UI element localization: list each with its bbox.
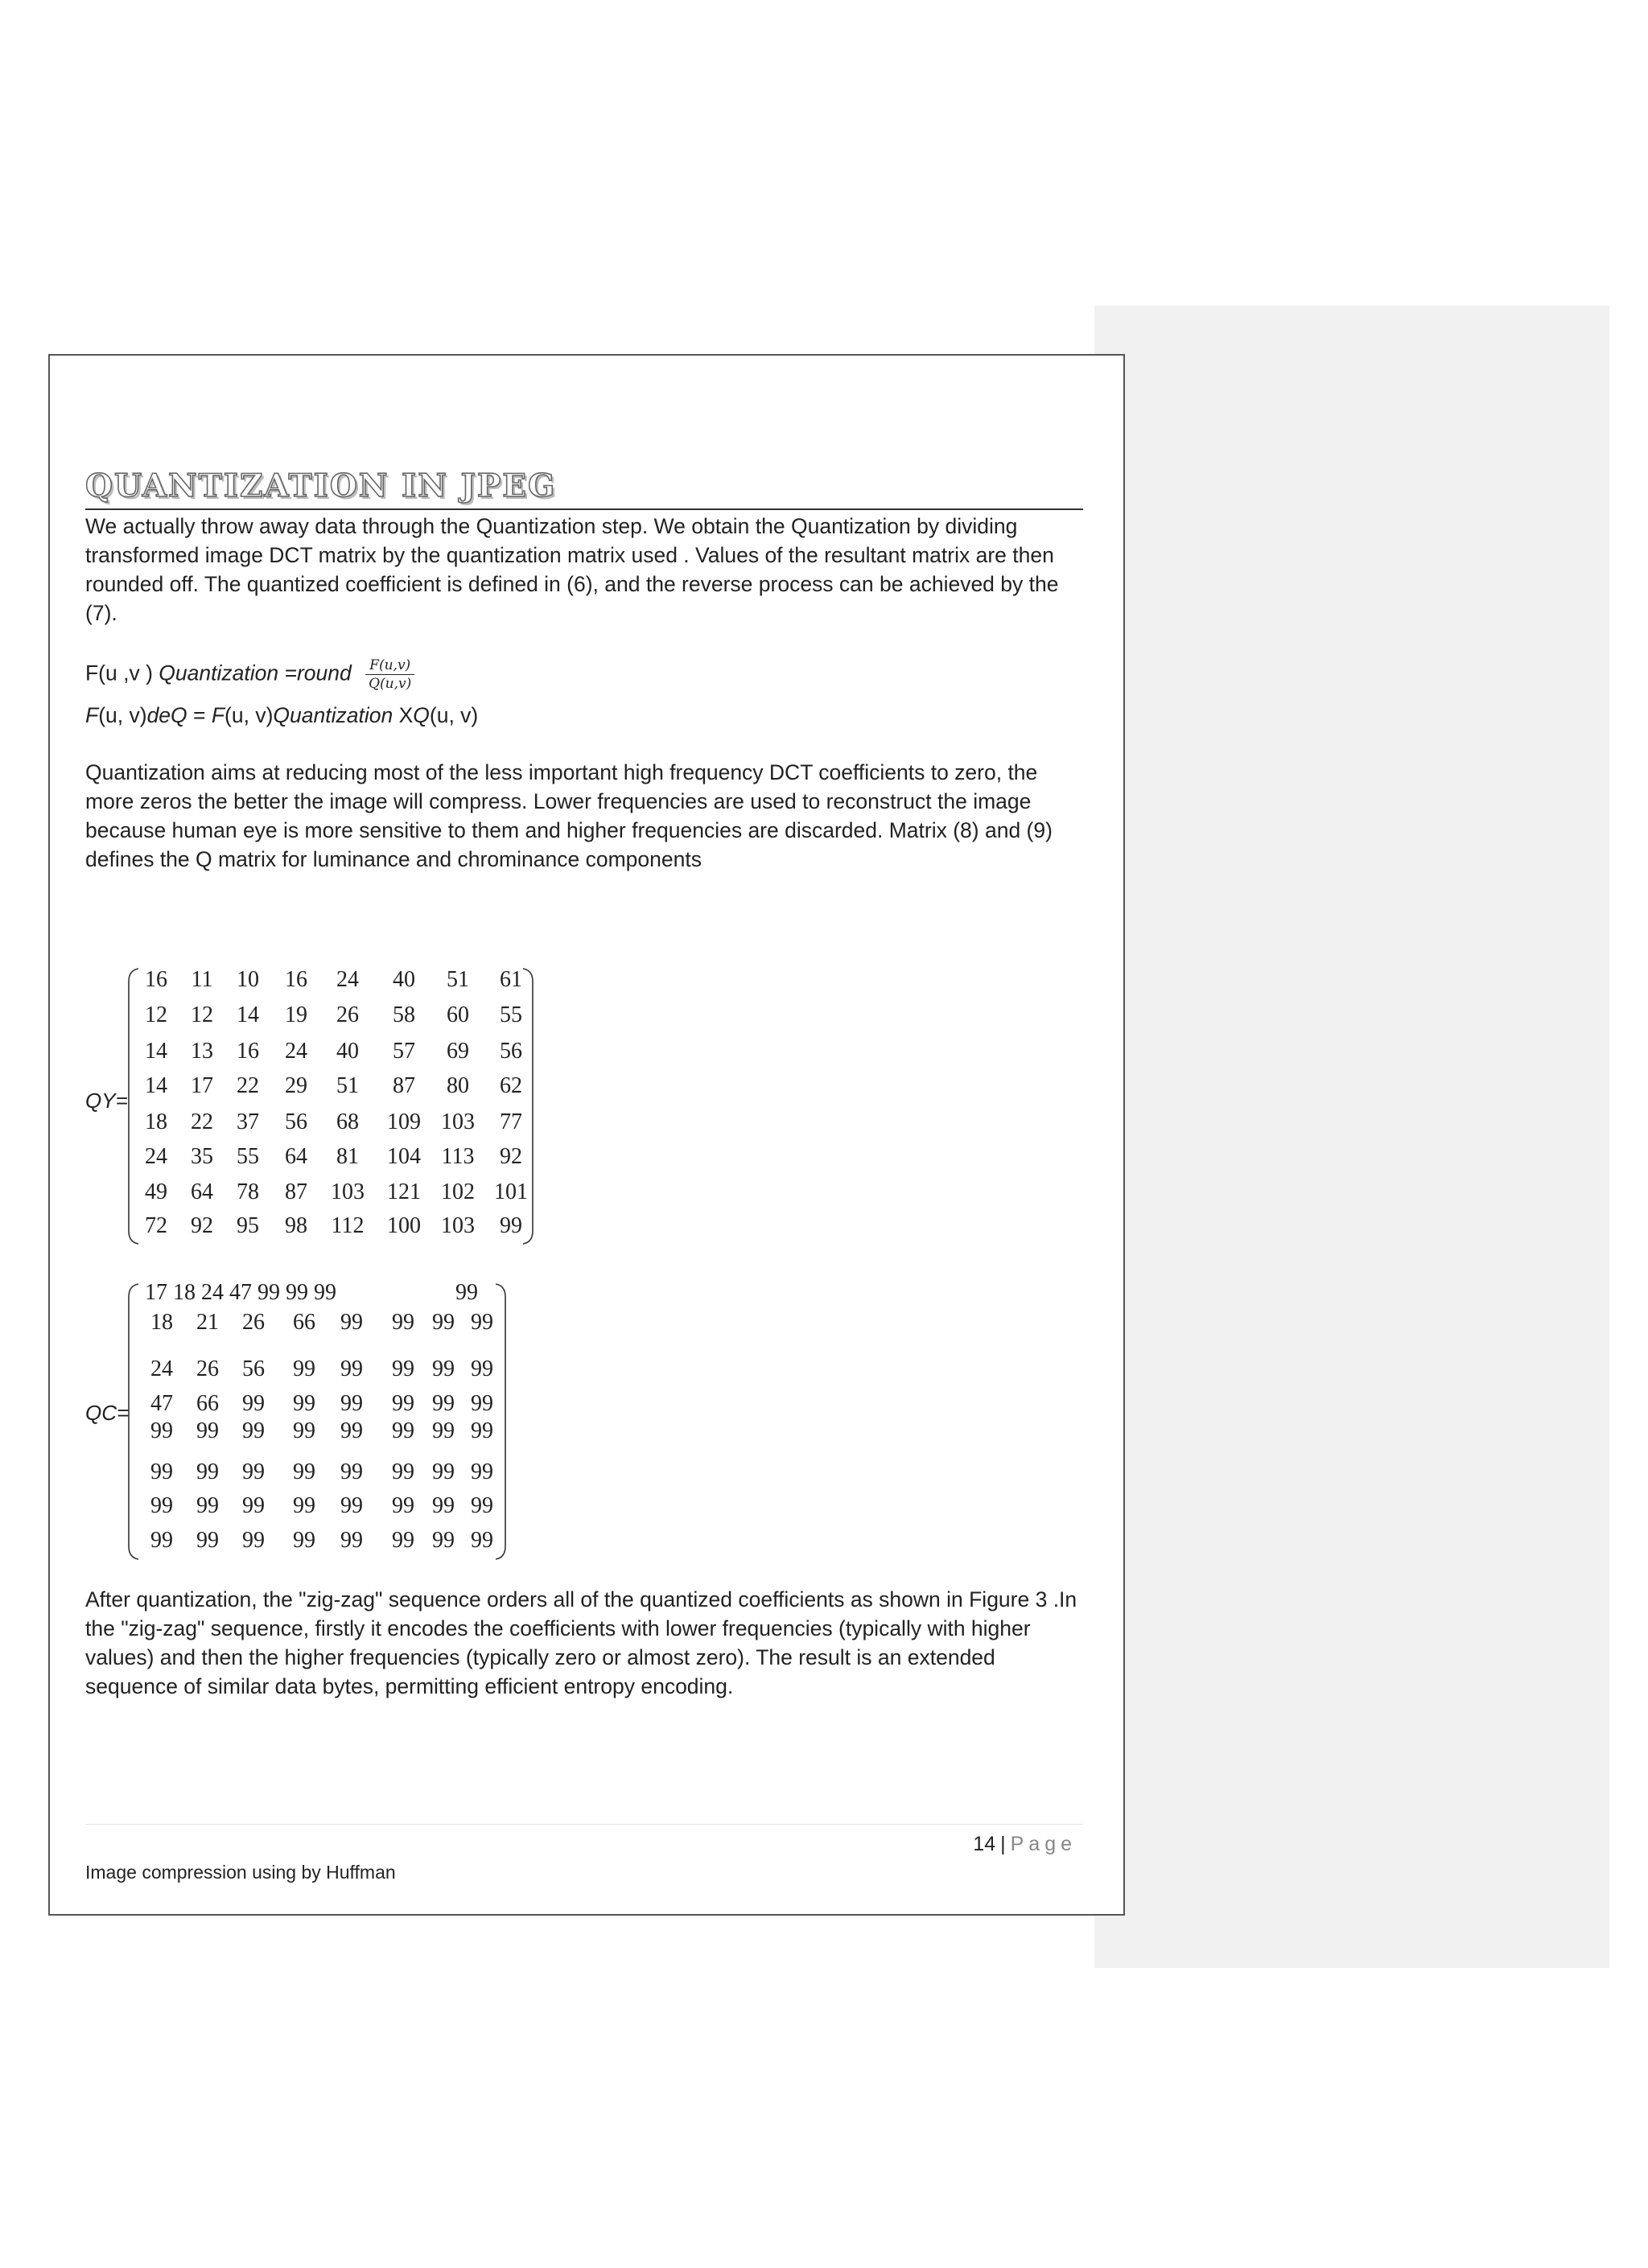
qc-cell-r4-c7: 99 [432,1391,455,1416]
qy-cell-r7-c2: 64 [191,1179,213,1204]
qy-cell-r1-c4: 16 [285,967,307,992]
qc-cell-r4-c4: 99 [293,1391,315,1416]
qc-cell-r7-c1: 99 [150,1493,173,1518]
qy-cell-r7-c7: 102 [441,1179,475,1204]
qy-cell-r3-c6: 57 [393,1039,415,1064]
qc-label: QC= [85,1401,130,1425]
qy-cell-r2-c5: 26 [336,1002,359,1027]
qy-cell-r7-c8: 101 [494,1179,528,1204]
qc-cell-r4-c3: 99 [242,1391,265,1416]
qc-cell-r4-c8: 99 [471,1391,493,1416]
qc-cell-r6-c7: 99 [432,1459,455,1484]
paragraph-quantization-aims: Quantization aims at reducing most of the less important high frequency DCT coefficients to zero, the more zeros the better the image will compress. Lower frequencies are used to reconstruct the image because human eye is more sensitive to them and higher frequencies are discarded. Matrix (8) and (9) defines the Q matrix for luminance and chrominance components [85,760,1053,871]
qc-first-row-last: 99 [455,1280,478,1305]
qy-cell-r6-c8: 92 [500,1144,522,1169]
qy-cell-r6-c5: 81 [336,1144,359,1169]
qy-cell-r7-c3: 78 [237,1179,259,1204]
qy-matrix [121,957,571,1255]
eq2-sub1: deQ [146,703,187,727]
qy-cell-r3-c1: 14 [145,1039,167,1064]
qy-cell-r2-c6: 58 [393,1002,415,1027]
qc-cell-r3-c8: 99 [471,1356,493,1381]
qc-cell-r5-c3: 99 [242,1418,265,1443]
qy-cell-r1-c8: 61 [500,967,522,992]
qy-cell-r7-c1: 49 [145,1179,167,1204]
eq2-f3: Q [413,703,430,727]
qc-cell-r2-c2: 21 [196,1310,219,1335]
eq2-f1: F [85,703,99,727]
qy-cell-r1-c2: 11 [191,967,213,992]
paragraph-intro: We actually throw away data through the Quantization step. We obtain the Quantization by dividing transformed image DCT matrix by the quantization matrix used . Values of the resultant matrix are then rounded off. The quantized coefficient is defined in (6), and the reverse process can be achieved by the (7). [85,514,1059,625]
qc-cell-r3-c5: 99 [340,1356,363,1381]
qy-cell-r2-c8: 55 [500,1002,522,1027]
qy-cell-r1-c5: 24 [336,967,359,992]
qc-cell-r3-c1: 24 [150,1356,173,1381]
qc-cell-r8-c2: 99 [196,1528,219,1553]
qc-cell-r6-c1: 99 [150,1459,173,1484]
qc-right-bracket [496,1284,505,1559]
paragraph-zigzag: After quantization, the "zig-zag" sequence orders all of the quantized coefficients as shown in Figure 3 .In the "zig-zag" sequence, firstly it encodes the coefficients with lower frequencies (typically with higher values) and then the higher frequencies (typically zero or almost zero). The result is an extended sequence of similar data bytes, permitting efficient entropy encoding. [85,1587,1077,1698]
qc-matrix [121,1273,571,1570]
section-heading: QUANTIZATION IN JPEG [85,467,1083,510]
page-word: Page [1010,1833,1077,1855]
qc-cell-r6-c6: 99 [392,1459,414,1484]
qc-cell-r7-c6: 99 [392,1493,414,1518]
page-number-value: 14 [973,1833,996,1855]
qy-cell-r5-c5: 68 [336,1109,359,1134]
qc-cell-r8-c4: 99 [293,1528,315,1553]
qy-cell-r2-c4: 19 [285,1002,307,1027]
qy-left-bracket [129,969,138,1244]
equation-dequantization [85,703,478,728]
qy-cell-r2-c1: 12 [145,1002,167,1027]
qy-cell-r3-c3: 16 [237,1039,259,1064]
eq1-numerator: F(u,v) [365,657,414,675]
qc-cell-r2-c6: 99 [392,1310,414,1335]
qy-cell-r8-c5: 112 [331,1213,365,1238]
eq2-args3: (u, v) [429,703,479,727]
page-number [973,1833,1077,1856]
qy-cell-r4-c3: 22 [237,1073,259,1098]
qy-cell-r3-c4: 24 [285,1039,307,1064]
qy-cell-r5-c1: 18 [145,1109,167,1134]
qc-cell-r8-c7: 99 [432,1528,455,1553]
qy-cell-r4-c2: 17 [191,1073,213,1098]
qy-cell-r5-c6: 109 [387,1109,421,1134]
qy-cell-r6-c6: 104 [387,1144,421,1169]
qc-first-row: 17 18 24 47 99 99 99 [145,1280,336,1305]
qy-cell-r4-c7: 80 [447,1073,469,1098]
qc-cell-r8-c5: 99 [340,1528,363,1553]
qc-cell-r3-c2: 26 [196,1356,219,1381]
qy-cell-r7-c6: 121 [387,1179,421,1204]
qc-cell-r2-c4: 66 [293,1310,315,1335]
eq1-op: =round [284,661,352,685]
page-separator: | [1000,1833,1006,1855]
qy-cell-r3-c5: 40 [336,1039,359,1064]
eq1-denominator: Q(u,v) [369,676,412,692]
qc-cell-r2-c8: 99 [471,1310,493,1335]
qy-cell-r1-c7: 51 [447,967,469,992]
qy-cell-r5-c3: 37 [237,1109,259,1134]
qc-cell-r7-c3: 99 [242,1493,265,1518]
qy-cell-r8-c7: 103 [441,1213,475,1238]
qy-cell-r8-c1: 72 [145,1213,167,1238]
qc-cell-r6-c5: 99 [340,1459,363,1484]
qc-cell-r5-c6: 99 [392,1418,414,1443]
footer-divider [85,1824,1083,1825]
qc-cell-r6-c2: 99 [196,1459,219,1484]
comment-pane [1094,306,1609,1968]
qy-cell-r3-c2: 13 [191,1039,213,1064]
qc-cell-r2-c7: 99 [432,1310,455,1335]
qy-cell-r6-c3: 55 [237,1144,259,1169]
eq2-sub2: Quantization [273,703,393,727]
qc-cell-r7-c5: 99 [340,1493,363,1518]
qc-cell-r4-c6: 99 [392,1391,414,1416]
qy-cell-r6-c1: 24 [145,1144,167,1169]
qc-cell-r7-c2: 99 [196,1493,219,1518]
qy-cell-r1-c1: 16 [145,967,167,992]
qy-cell-r5-c4: 56 [285,1109,307,1134]
qy-cell-r8-c2: 92 [191,1213,213,1238]
qc-cell-r2-c1: 18 [150,1310,173,1335]
qc-cell-r6-c4: 99 [293,1459,315,1484]
qy-cell-r7-c5: 103 [331,1179,365,1204]
eq2-args2: (u, v) [225,703,274,727]
qy-label: QY= [85,1089,128,1113]
qy-cell-r4-c6: 87 [393,1073,415,1098]
qy-cell-r1-c3: 10 [237,967,259,992]
qc-left-bracket [129,1284,138,1559]
eq2-times: X [393,703,414,727]
qy-cell-r6-c7: 113 [441,1144,475,1169]
qy-cell-r5-c2: 22 [191,1109,213,1134]
qc-cell-r5-c5: 99 [340,1418,363,1443]
qy-cell-r2-c7: 60 [447,1002,469,1027]
footer-title: Image compression using by Huffman [85,1862,396,1883]
qy-cell-r6-c2: 35 [191,1144,213,1169]
qc-cell-r4-c5: 99 [340,1391,363,1416]
qc-cell-r7-c7: 99 [432,1493,455,1518]
qc-cell-r3-c6: 99 [392,1356,414,1381]
qc-cell-r7-c4: 99 [293,1493,315,1518]
qy-cell-r8-c3: 95 [237,1213,259,1238]
qy-cell-r4-c1: 14 [145,1073,167,1098]
qc-cell-r5-c7: 99 [432,1418,455,1443]
qy-cell-r4-c5: 51 [336,1073,359,1098]
eq1-label: Quantization [159,661,279,685]
qy-cell-r5-c7: 103 [441,1109,475,1134]
qy-cell-r8-c8: 99 [500,1213,522,1238]
qc-cell-r7-c8: 99 [471,1493,493,1518]
qc-cell-r4-c2: 66 [196,1391,219,1416]
qy-cell-r7-c4: 87 [285,1179,307,1204]
qc-cell-r6-c8: 99 [471,1459,493,1484]
qy-cell-r3-c7: 69 [447,1039,469,1064]
eq1-fraction [365,657,414,692]
qy-cell-r2-c2: 12 [191,1002,213,1027]
qc-cell-r5-c8: 99 [471,1418,493,1443]
qy-cell-r5-c8: 77 [500,1109,522,1134]
equation-quantization [85,657,414,692]
qy-cell-r1-c6: 40 [393,967,415,992]
qy-cell-r4-c4: 29 [285,1073,307,1098]
qc-cell-r8-c1: 99 [150,1528,173,1553]
qy-cell-r3-c8: 56 [500,1039,522,1064]
qc-cell-r3-c3: 56 [242,1356,265,1381]
qc-cell-r6-c3: 99 [242,1459,265,1484]
qc-cell-r3-c4: 99 [293,1356,315,1381]
qc-cell-r5-c2: 99 [196,1418,219,1443]
qc-cell-r3-c7: 99 [432,1356,455,1381]
qy-cell-r8-c4: 98 [285,1213,307,1238]
qy-cell-r4-c8: 62 [500,1073,522,1098]
qc-cell-r8-c8: 99 [471,1528,493,1553]
qy-cell-r2-c3: 14 [237,1002,259,1027]
eq2-args1: (u, v) [98,703,147,727]
qy-cell-r6-c4: 64 [285,1144,307,1169]
qc-cell-r2-c3: 26 [242,1310,265,1335]
qc-cell-r2-c5: 99 [340,1310,363,1335]
eq2-eq: = [187,703,212,727]
qy-cell-r8-c6: 100 [387,1213,421,1238]
eq2-f2: F [211,703,225,727]
qc-cell-r4-c1: 47 [150,1391,173,1416]
qc-cell-r8-c3: 99 [242,1528,265,1553]
qc-cell-r5-c4: 99 [293,1418,315,1443]
qc-cell-r5-c1: 99 [150,1418,173,1443]
eq1-lhs: F(u ,v ) [85,661,153,685]
qc-cell-r8-c6: 99 [392,1528,414,1553]
